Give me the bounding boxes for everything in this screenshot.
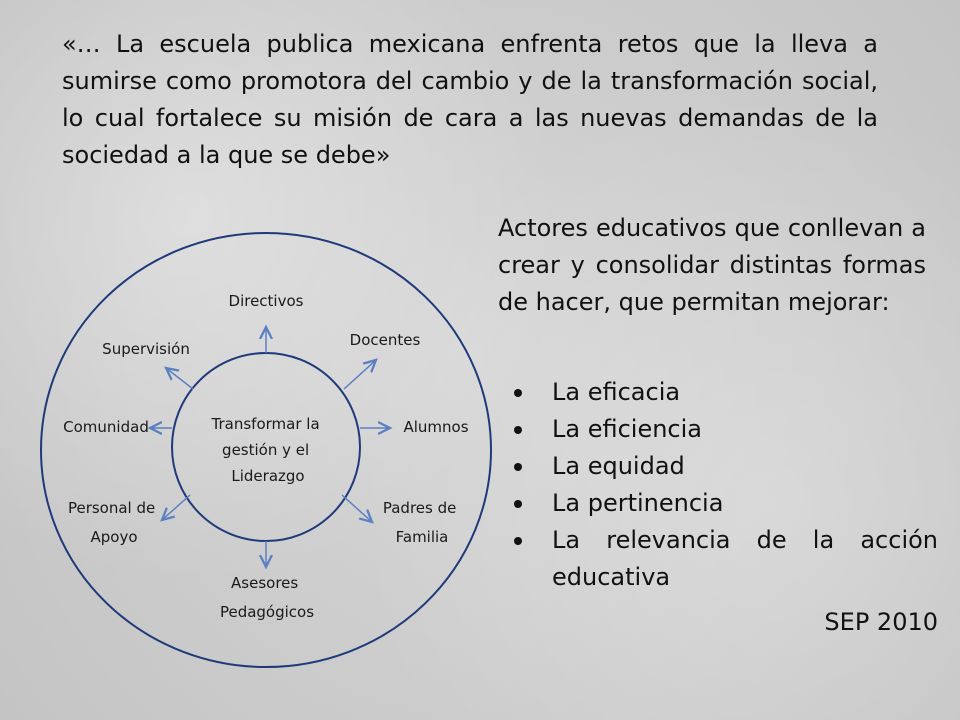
- node-label: Directivos: [228, 292, 304, 310]
- bullet-icon: [514, 389, 522, 397]
- center-line: gestión y el: [222, 441, 310, 459]
- arrow-supervision: [166, 368, 193, 389]
- node-label: Supervisión: [102, 340, 190, 358]
- improvement-list: [510, 374, 938, 596]
- node-padres: [383, 499, 461, 546]
- arrow-padres: [342, 495, 372, 522]
- node-label: Comunidad: [63, 418, 149, 436]
- list-item: [510, 374, 938, 411]
- list-item: [510, 522, 938, 596]
- arrow-personal: [162, 495, 190, 520]
- node-directivos: [229, 292, 304, 310]
- list-item: [510, 411, 938, 448]
- node-label: Asesores: [231, 574, 299, 592]
- center-line: Transformar la: [211, 415, 320, 433]
- bullet-icon: [514, 426, 522, 434]
- actors-text: Actores educativos que conllevan a crear y consolidar distintas formas de hacer, que permitan mejorar:: [498, 214, 926, 316]
- list-item-label: La relevancia de la acción educativa: [552, 526, 938, 591]
- quote-text: «… La escuela publica mexicana enfrenta retos que la lleva a sumirse como promotora del cambio y de la transformación social, lo cual fortalece su misión de cara a las nuevas demandas de la sociedad a la que se debe»: [62, 30, 878, 169]
- bullet-icon: [514, 537, 522, 545]
- center-label: [211, 415, 325, 485]
- list-item: [510, 485, 938, 522]
- node-asesores: [220, 574, 314, 621]
- list-item-label: La eficiencia: [552, 415, 702, 443]
- node-label: Apoyo: [90, 528, 138, 546]
- node-personal: [68, 499, 160, 546]
- node-label: Padres de: [382, 499, 457, 517]
- node-label: Alumnos: [403, 418, 469, 436]
- node-label: Pedagógicos: [219, 603, 315, 621]
- node-label: Personal de: [67, 499, 156, 517]
- bullet-icon: [514, 463, 522, 471]
- list-item-label: La equidad: [552, 452, 685, 480]
- node-comunidad: [63, 418, 149, 436]
- list-item-label: La pertinencia: [552, 489, 724, 517]
- node-label: Familia: [395, 528, 449, 546]
- arrow-docentes: [344, 360, 376, 389]
- node-supervision: [102, 340, 190, 358]
- node-docentes: [350, 331, 421, 349]
- source-citation: SEP 2010: [824, 608, 938, 636]
- bullet-icon: [514, 500, 522, 508]
- center-line: Liderazgo: [231, 467, 305, 485]
- list-item-label: La eficacia: [552, 378, 681, 406]
- node-alumnos: [403, 418, 468, 436]
- node-label: Docentes: [349, 331, 421, 349]
- list-item: [510, 448, 938, 485]
